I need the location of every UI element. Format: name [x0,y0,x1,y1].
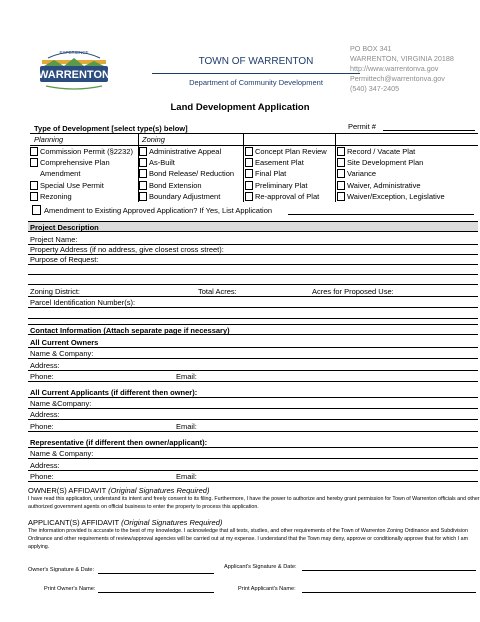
applicants-phone-email-field[interactable] [28,431,478,432]
option-label: Bond Extension [149,180,202,190]
town-logo [34,44,114,98]
option-checkbox[interactable] [245,192,253,201]
owners-phone-email-field[interactable] [28,381,478,382]
zoning-district-label: Zoning District: [30,287,81,296]
development-option[interactable] [139,180,234,191]
applicants-name-label: Name &Company: [30,399,92,408]
option-checkbox[interactable] [139,169,147,178]
option-label: Boundary Adjustment [149,191,221,201]
representative-phone-email-field[interactable] [28,481,478,482]
owner-affidavit-text: I have read this application, understand its intent and freely consent to its filing. Furthermore, I have the power to authorize and hereby grant permission for Town of Warrenton officials and other authorized government agents on official business to enter the property to process this application. [28,496,480,510]
option-label: Special Use Permit [40,180,104,190]
contact-block [350,44,454,94]
development-option[interactable] [337,168,445,179]
applicant-affidavit-title [28,518,222,527]
option-label: Concept Plan Review [255,147,327,156]
owner-affidavit-subtitle: (Original Signatures Required) [108,486,210,495]
contact-city: WARRENTON, VIRGINIA 20188 [350,54,454,63]
amendment-checkbox[interactable] [32,205,41,215]
representative-name-field[interactable] [28,458,478,459]
parcel-id-field-line[interactable] [28,318,478,319]
option-label: Amendment [40,169,81,179]
amendment-label: Amendment to Existing Approved Application? If Yes, List Application [44,206,273,215]
option-label: Rezoning [40,191,72,201]
development-option[interactable] [245,157,327,168]
applicants-address-label: Address: [30,410,60,419]
option-checkbox[interactable] [30,181,38,190]
development-option[interactable] [337,157,445,168]
purpose-field[interactable] [28,264,478,265]
parcel-id-label: Parcel Identification Number(s): [30,298,136,307]
zoning-acres-field[interactable] [28,296,478,297]
option-label: Comprehensive Plan [40,158,110,168]
owner-affidavit-title [28,486,209,495]
option-label: Administrative Appeal [149,147,222,156]
column-divider [335,134,336,202]
applicants-title: All Current Applicants (if different then owner): [30,388,198,397]
representative-address-label: Address: [30,461,60,470]
property-address-label: Property Address (if no address, give closest cross street): [30,245,224,254]
applicants-name-field[interactable] [28,408,478,409]
option-label: Final Plat [255,169,287,179]
option-label: Waiver/Exception, Legislative [347,191,445,201]
owner-affidavit-heading: OWNER(S) AFFIDAVIT [28,486,107,495]
option-label: Preliminary Plat [255,180,308,190]
owners-address-field[interactable] [28,370,478,371]
development-option[interactable] [30,180,133,191]
development-option[interactable] [337,191,445,202]
development-option[interactable] [139,191,234,202]
project-description-header: Project Description [28,221,478,232]
applicant-signature-field[interactable] [302,570,476,571]
development-option[interactable] [337,146,445,157]
divider [28,397,478,398]
total-acres-label: Total Acres: [198,287,237,296]
option-checkbox[interactable] [245,169,253,178]
development-option[interactable] [139,168,234,179]
option-checkbox[interactable] [139,181,147,190]
representative-title: Representative (if different then owner/applicant): [30,438,208,447]
header-divider [152,73,360,74]
divider [30,133,478,134]
divider [28,284,478,285]
amendment-application-field[interactable] [288,214,474,215]
owners-title: All Current Owners [30,338,99,347]
logo-main-text: WARRENTON [38,69,110,81]
contact-website[interactable]: http://www.warrentonva.gov [350,64,439,73]
owner-signature-label: Owner's Signature & Date: [28,567,95,573]
zoning-header: Zoning [142,135,165,144]
option-checkbox[interactable] [337,147,345,156]
applicants-address-field[interactable] [28,419,478,420]
option-label: Re-approval of Plat [255,191,320,201]
option-checkbox[interactable] [139,192,147,201]
acres-proposed-label: Acres for Proposed Use: [312,287,394,296]
option-checkbox[interactable] [337,169,345,178]
option-checkbox[interactable] [30,192,38,201]
development-option[interactable] [30,191,133,202]
representative-name-label: Name & Company: [30,449,94,458]
option-label: Bond Release/ Reduction [149,169,235,179]
representative-phone-label: Phone: [30,472,54,481]
permit-number-field[interactable] [383,130,475,131]
owners-email-label: Email: [176,372,197,381]
development-option[interactable] [245,180,327,191]
development-option[interactable] [245,191,327,202]
applicant-affidavit-heading: APPLICANT(S) AFFIDAVIT [28,518,119,527]
form-title: Land Development Application [170,102,310,113]
development-option[interactable] [139,157,234,168]
contact-po-box: PO BOX 341 [350,44,392,53]
contact-phone: (540) 347-2405 [350,84,400,93]
option-checkbox[interactable] [245,158,253,167]
option-checkbox[interactable] [30,147,38,156]
purpose-field-line[interactable] [28,274,478,275]
option-checkbox[interactable] [30,158,38,167]
plan-options [337,146,445,202]
representative-email-label: Email: [176,472,197,481]
option-label: Record / Vacate Plat [347,147,416,156]
option-checkbox[interactable] [337,181,345,190]
owner-print-label: Print Owner's Name: [44,586,96,592]
permit-number-label: Permit # [348,122,376,131]
logo-top-text: EXPERIENCE [59,50,89,55]
type-of-development-label: Type of Development [select type(s) below] [34,124,188,133]
applicant-affidavit-subtitle: (Original Signatures Required) [121,518,223,527]
purpose-label: Purpose of Request: [30,255,99,264]
option-checkbox[interactable] [337,192,345,201]
applicant-affidavit-text: The information provided is accurate to the best of my knowledge. I acknowledge that all tests, studies, and other requirements of the Town of Warrenton Zoning Ordinance and Subdivision Ordinance and other requirements of review/approval agencies will be carried out at my expense. I understand that the Town may deny, approve or conditionally approve that for which I am applying. [28,528,468,550]
development-option[interactable] [337,180,445,191]
owners-name-label: Name & Company: [30,349,94,358]
plat-options [245,146,327,202]
option-label: As-Built [149,158,175,168]
option-label: Commission Permit (§2232) [40,147,133,156]
development-option[interactable] [30,146,133,157]
owner-signature-field[interactable] [98,573,214,574]
applicants-email-label: Email: [176,422,197,431]
owners-address-label: Address: [30,361,60,370]
divider [28,347,478,348]
zoning-options [139,146,234,202]
option-checkbox[interactable] [245,147,253,156]
representative-address-field[interactable] [28,470,478,471]
development-option[interactable] [245,146,327,157]
contact-email[interactable]: Permittech@warrentonva.gov [350,74,445,83]
development-option [30,168,133,179]
owners-name-field[interactable] [28,358,478,359]
planning-options [30,146,133,202]
contact-information-header: Contact Information (Attach separate page if necessary) [28,324,478,335]
parcel-id-field[interactable] [28,307,478,308]
option-checkbox[interactable] [337,158,345,167]
town-name: TOWN OF WARRENTON [198,56,314,67]
option-label: Site Development Plan [347,158,424,168]
applicant-print-label: Print Applicant's Name: [238,586,296,592]
applicants-phone-label: Phone: [30,422,54,431]
department-name: Department of Community Development [189,78,323,87]
applicant-print-field[interactable] [302,592,476,593]
owners-phone-label: Phone: [30,372,54,381]
option-label: Easement Plat [255,158,304,168]
planning-header: Planning [34,135,64,144]
option-checkbox[interactable] [245,181,253,190]
development-option[interactable] [30,157,133,168]
option-checkbox[interactable] [139,147,147,156]
owner-print-field[interactable] [98,592,214,593]
development-option[interactable] [245,168,327,179]
development-option[interactable] [139,146,234,157]
applicant-signature-label: Applicant's Signature & Date: [224,564,297,570]
option-checkbox[interactable] [139,158,147,167]
option-label: Variance [347,169,377,179]
column-divider [243,134,244,202]
option-label: Waiver, Administrative [347,180,421,190]
project-name-label: Project Name: [30,235,78,244]
divider [28,447,478,448]
